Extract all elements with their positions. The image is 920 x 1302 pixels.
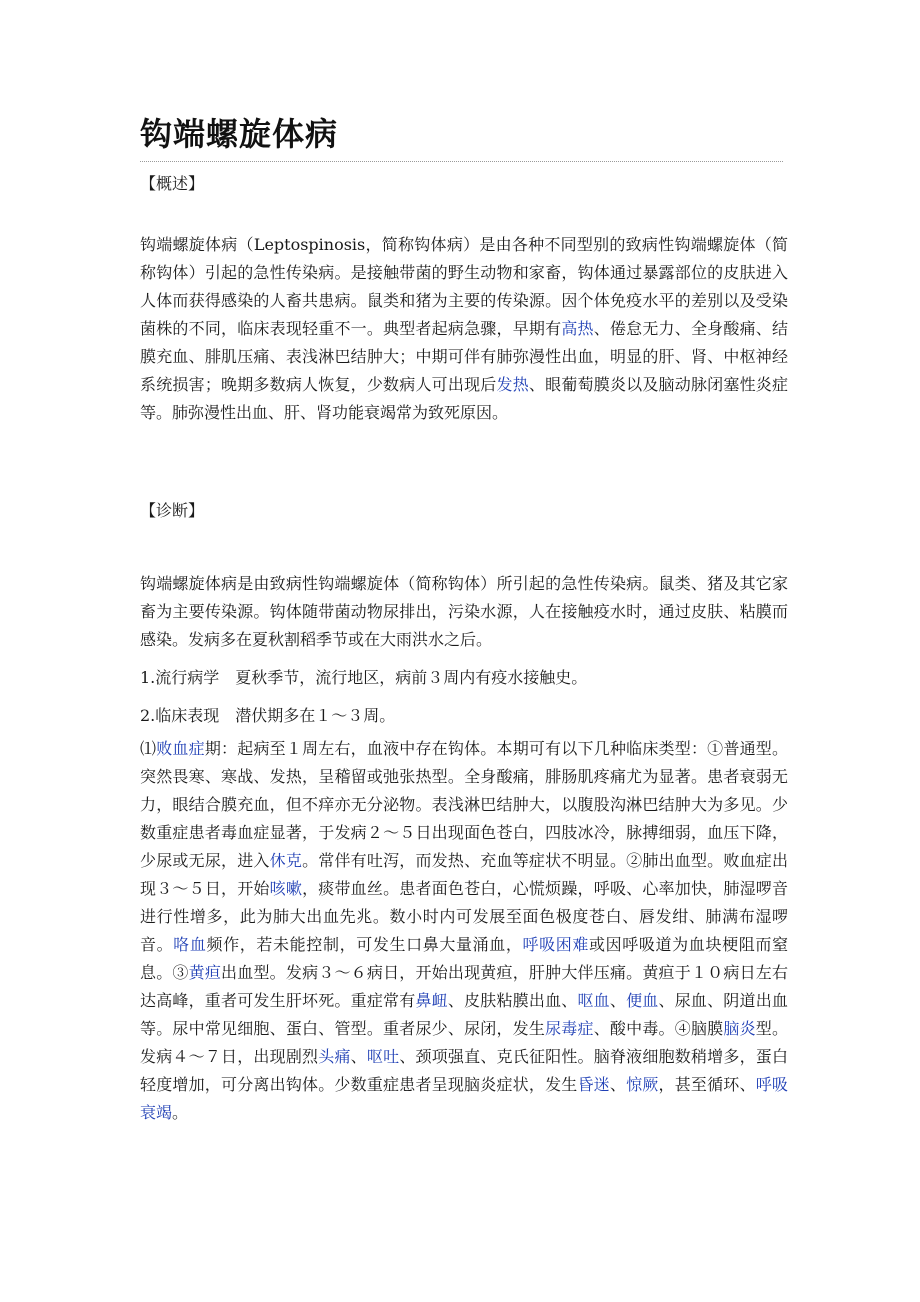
list-item-clinical: 2.临床表现 潜伏期多在１～３周。 xyxy=(140,706,396,725)
section-heading-diagnosis: 【诊断】 xyxy=(140,501,205,520)
paragraph-text: 出血型。发病３～６病日，开始出现黄疸，肝肿大伴压痛。黄疸于１０病日左右达高峰，重者可发生肝坏死。重症常有 xyxy=(140,963,788,1010)
paragraph-text: 、眼葡萄膜炎以及脑动脉闭塞性炎症等。肺弥漫性出血、肝、肾功能衰竭常为致死原因。 xyxy=(140,375,788,422)
inline-link[interactable]: 脑炎 xyxy=(723,1019,756,1038)
section-heading-overview: 【概述】 xyxy=(140,174,205,193)
diagnosis-intro-paragraph: 钩端螺旋体病是由致病性钩端螺旋体（简称钩体）所引起的急性传染病。鼠类、猪及其它家畜为主要传染源。钩体随带菌动物尿排出，污染水源，人在接触疫水时，通过皮肤、粘膜而感染。发病多在夏秋割稻季节或在大雨洪水之后。 xyxy=(140,574,788,649)
inline-link[interactable]: 休克 xyxy=(269,851,303,870)
inline-link[interactable]: 咯血 xyxy=(173,935,207,954)
overview-paragraph xyxy=(140,231,788,427)
inline-link[interactable]: 高热 xyxy=(561,319,594,338)
inline-link[interactable]: 便血 xyxy=(626,991,659,1010)
paragraph-text: 。 xyxy=(172,1103,189,1122)
inline-link[interactable]: 败血症 xyxy=(156,739,205,758)
inline-link[interactable]: 惊厥 xyxy=(626,1075,659,1094)
inline-link[interactable]: 呕血 xyxy=(577,991,610,1010)
inline-link[interactable]: 鼻衄 xyxy=(415,991,448,1010)
paragraph-text: 、颈项强直、克氏征阳性。脑脊液细胞数稍增多，蛋白轻度增加，可分离出钩体。少数重症患者呈现脑炎症状，发生 xyxy=(140,1047,788,1094)
paragraph-text: 、 xyxy=(609,991,627,1010)
title-divider xyxy=(140,161,783,162)
inline-link[interactable]: 头痛 xyxy=(318,1047,351,1066)
paragraph-text: 、尿血、阴道出血等。尿中常见细胞、蛋白、管型。重者尿少、尿闭，发生 xyxy=(140,991,788,1038)
paragraph-text: 频作，若未能控制，可发生口鼻大量涌血， xyxy=(206,935,523,954)
paragraph-text: ，痰带血丝。患者面色苍白，心慌烦躁，呼吸、心率加快，肺湿啰音进行性增多，此为肺大出血先兆。数小时内可发展至面色极度苍白、唇发绀、肺满布湿啰音。 xyxy=(140,879,788,954)
paragraph-text: ⑴ xyxy=(140,739,157,758)
paragraph-text: 、倦怠无力、全身酸痛、结膜充血、腓肌压痛、表浅淋巴结肿大；中期可伴有肺弥漫性出血，明显的肝、肾、中枢神经系统损害；晚期多数病人恢复，少数病人可出现后 xyxy=(140,319,788,394)
inline-link[interactable]: 昏迷 xyxy=(577,1075,610,1094)
list-item-epidemiology: 1.流行病学 夏秋季节，流行地区，病前３周内有疫水接触史。 xyxy=(140,668,588,687)
page-title: 钩端螺旋体病 xyxy=(140,115,339,153)
paragraph-text: 、皮肤粘膜出血、 xyxy=(447,991,578,1010)
paragraph-text: 或因呼吸道为血块梗阻而窒息。③ xyxy=(140,935,788,982)
clinical-paragraph xyxy=(140,735,788,1127)
inline-link[interactable]: 发热 xyxy=(496,375,529,394)
paragraph-text: 型。发病４～７日，出现剧烈 xyxy=(140,1019,788,1066)
paragraph-text: 、 xyxy=(350,1047,367,1066)
inline-link[interactable]: 咳嗽 xyxy=(269,879,303,898)
paragraph-text: 钩端螺旋体病（Leptospinosis，简称钩体病）是由各种不同型别的致病性钩端螺旋体（简称钩体）引起的急性传染病。是接触带菌的野生动物和家畜，钩体通过暴露部位的皮肤进入人体而获得感染的人畜共患病。鼠类和猪为主要的传染源。因个体免疫水平的差别以及受染菌株的不同，临床表现轻重不一。典型者起病急骤，早期有 xyxy=(140,235,788,338)
paragraph-text: 。常伴有吐泻，而发热、充血等症状不明显。②肺出血型。败血症出现３～５日，开始 xyxy=(140,851,788,898)
paragraph-text: ，甚至循环、 xyxy=(658,1075,756,1094)
inline-link[interactable]: 尿毒症 xyxy=(545,1019,594,1038)
inline-link[interactable]: 呼吸衰竭 xyxy=(140,1075,788,1122)
paragraph-text: 、 xyxy=(609,1075,627,1094)
inline-link[interactable]: 黄疸 xyxy=(188,963,222,982)
paragraph-text: 、酸中毒。④脑膜 xyxy=(593,1019,724,1038)
inline-link[interactable]: 呕吐 xyxy=(366,1047,400,1066)
inline-link[interactable]: 呼吸困难 xyxy=(522,935,590,954)
paragraph-text: 期：起病至１周左右，血液中存在钩体。本期可有以下几种临床类型：①普通型。突然畏寒、寒战、发热，呈稽留或弛张热型。全身酸痛，腓肠肌疼痛尤为显著。患者衰弱无力，眼结合膜充血，但不痒亦无分泌物。表浅淋巴结肿大，以腹股沟淋巴结肿大为多见。少数重症患者毒血症显著，于发病２～５日出现面色苍白，四肢冰冷，脉搏细弱，血压下降，少尿或无尿，进入 xyxy=(140,739,788,870)
